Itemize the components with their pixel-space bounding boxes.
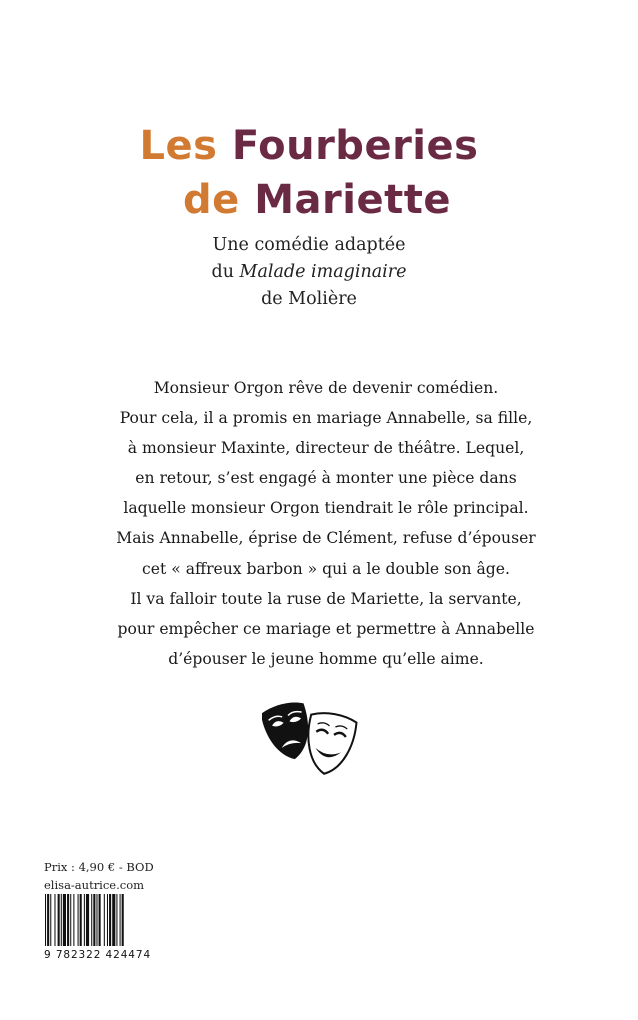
title-word-de: de bbox=[183, 177, 240, 223]
subtitle-work-title: Malade imaginaire bbox=[239, 262, 407, 282]
isbn-digits: 9 782322 424474 bbox=[44, 949, 152, 961]
subtitle-line-3: de Molière bbox=[261, 289, 357, 309]
subtitle bbox=[0, 232, 618, 313]
theater-masks-icon bbox=[262, 700, 358, 782]
title-line-2 bbox=[8, 176, 626, 224]
title-line-1 bbox=[0, 122, 618, 170]
title-word-mariette: Mariette bbox=[254, 177, 451, 223]
synopsis-line: pour empêcher ce mariage et permettre à Annabelle bbox=[117, 619, 535, 638]
synopsis-line: laquelle monsieur Orgon tiendrait le rôle principal. bbox=[123, 499, 529, 518]
synopsis-line: en retour, s’est engagé à monter une pièce dans bbox=[135, 469, 517, 488]
barcode bbox=[44, 894, 152, 946]
website-text: elisa-autrice.com bbox=[44, 878, 145, 892]
subtitle-line-1: Une comédie adaptée bbox=[212, 235, 406, 255]
synopsis-line: à monsieur Maxinte, directeur de théâtre. Lequel, bbox=[127, 439, 525, 458]
synopsis-text bbox=[96, 373, 556, 674]
subtitle-line-2-prefix: du bbox=[211, 262, 240, 282]
synopsis-line: Mais Annabelle, éprise de Clément, refuse d’épouser bbox=[116, 529, 536, 548]
price-info bbox=[44, 858, 154, 894]
title-word-les: Les bbox=[139, 123, 218, 169]
subtitle-line-2 bbox=[0, 259, 618, 286]
synopsis-line: d’épouser le jeune homme qu’elle aime. bbox=[168, 649, 484, 668]
price-text: Prix : 4,90 € - BOD bbox=[44, 860, 154, 874]
title-word-fourberies: Fourberies bbox=[231, 123, 479, 169]
synopsis-line: cet « affreux barbon » qui a le double son âge. bbox=[142, 559, 510, 578]
synopsis-line: Monsieur Orgon rêve de devenir comédien. bbox=[153, 379, 499, 397]
synopsis-line: Pour cela, il a promis en mariage Annabelle, sa fille, bbox=[119, 409, 533, 428]
synopsis-line: Il va falloir toute la ruse de Mariette, la servante, bbox=[130, 589, 522, 608]
